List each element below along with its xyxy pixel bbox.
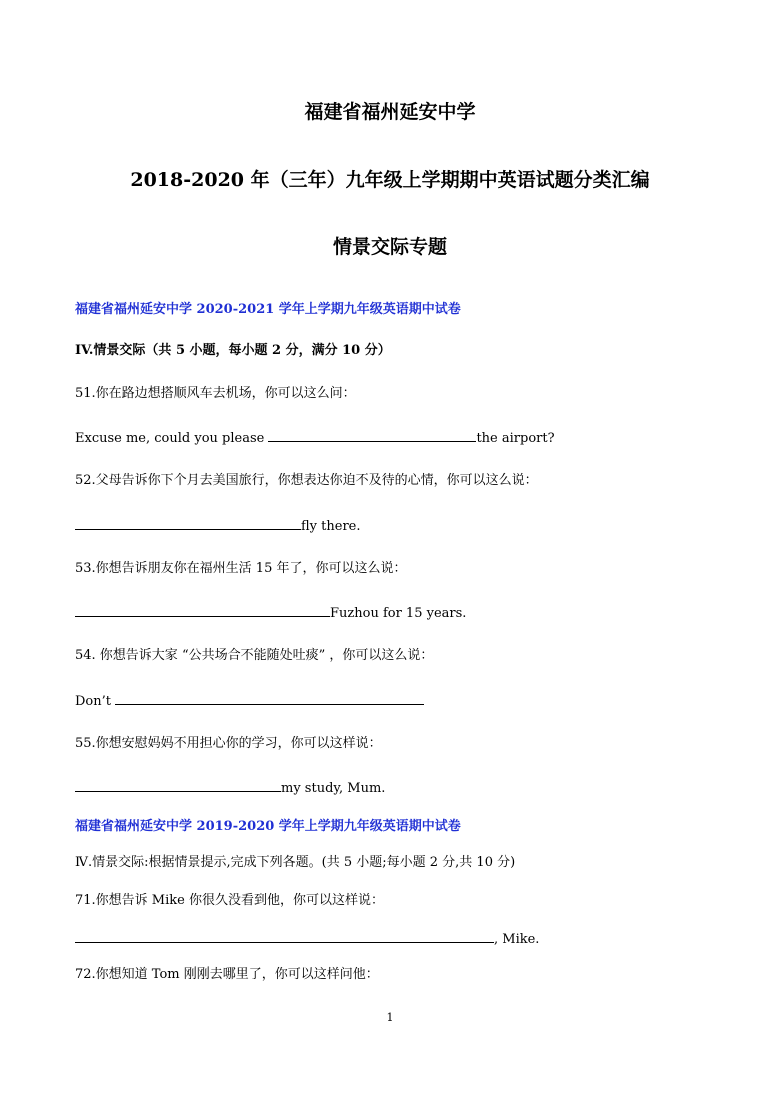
document-title-school: 福建省福州延安中学 [304,101,476,123]
question-54-blank[interactable] [115,691,424,705]
question-71-answer-line [75,929,539,949]
question-51-text-before: Excuse me, could you please [75,431,269,446]
question-55-blank[interactable] [75,778,281,792]
question-54-text-before: Don’t [75,694,116,709]
question-53-blank[interactable] [75,603,330,617]
question-72-prompt: 72.你想知道 Tom 刚刚去哪里了，你可以这样问他： [75,967,379,982]
document-title-range: 2018-2020 年（三年）九年级上学期期中英语试题分类汇编 [130,169,650,191]
question-51-blank[interactable] [268,428,476,442]
question-54-answer-line [75,691,424,711]
question-52-prompt: 52.父母告诉你下个月去美国旅行，你想表达你迫不及待的心情，你可以这么说： [75,473,538,488]
question-51-text-after: the airport? [476,431,555,446]
document-title-topic: 情景交际专题 [332,236,447,258]
section-source-2019-2020: 福建省福州延安中学 2019-2020 学年上学期九年级英语期中试卷 [75,819,461,834]
question-71-blank[interactable] [75,929,494,943]
section-source-2020-2021: 福建省福州延安中学 2020-2021 学年上学期九年级英语期中试卷 [75,302,461,317]
section-heading-1: IV.情景交际（共 5 小题，每小题 2 分，满分 10 分） [75,343,391,358]
question-53-answer-line [75,603,466,623]
question-52-text-after: fly there. [301,519,361,534]
question-51-prompt: 51.你在路边想搭顺风车去机场，你可以这么问： [75,386,356,401]
question-53-prompt: 53.你想告诉朋友你在福州生活 15 年了，你可以这么说： [75,561,407,576]
question-52-answer-line [75,516,360,536]
question-54-prompt: 54. 你想告诉大家 “公共场合不能随处吐痰” ，你可以这么说： [75,648,434,663]
question-71-text-after: , Mike. [494,932,540,947]
page-number: 1 [386,1011,394,1024]
question-51-answer-line [75,428,555,448]
question-55-answer-line [75,778,385,798]
question-52-blank[interactable] [75,516,301,530]
section-heading-2: Ⅳ.情景交际:根据情景提示,完成下列各题。(共 5 小题;每小题 2 分,共 10 分) [75,855,516,870]
question-71-prompt: 71.你想告诉 Mike 你很久没看到他，你可以这样说： [75,893,384,908]
question-55-text-after: my study, Mum. [281,781,386,796]
question-53-text-after: Fuzhou for 15 years. [330,606,467,621]
question-55-prompt: 55.你想安慰妈妈不用担心你的学习，你可以这样说： [75,736,382,751]
